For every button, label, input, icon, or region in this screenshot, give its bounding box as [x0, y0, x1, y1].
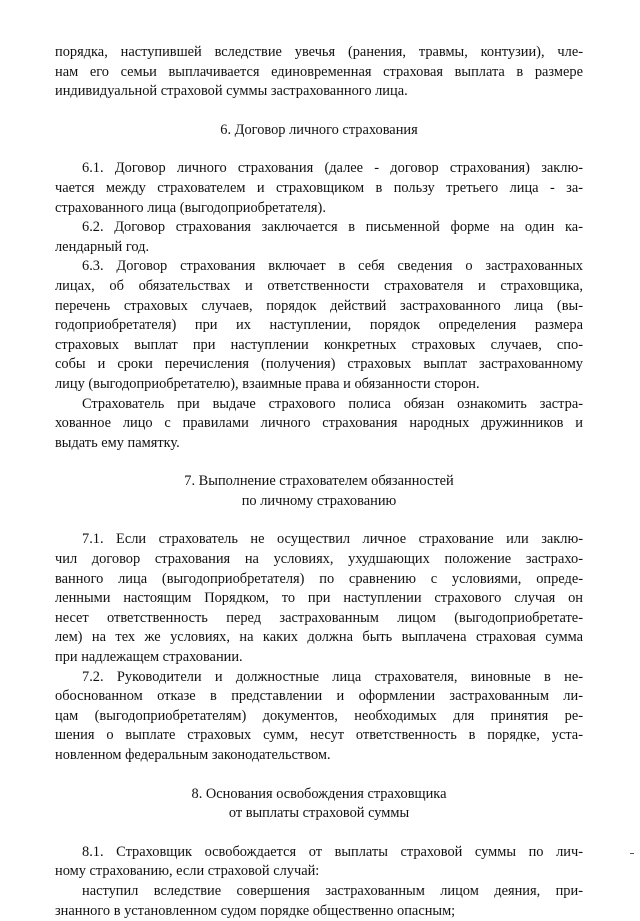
section-8-heading: [55, 785, 583, 824]
text-line: шения о выплате страховых сумм, несут ответственность в порядке, уста-: [55, 727, 583, 744]
text-line: 7.2. Руководители и должностные лица страхователя, виновные в не-: [82, 668, 583, 685]
text-line: ванного лица (выгодоприобретателя) по сравнению с условиями, опреде-: [55, 570, 583, 587]
document-page: [55, 43, 583, 921]
text-line: лендарный год.: [55, 238, 150, 255]
text-line: несет ответственность перед застрахованным лицом (выгодоприобретате-: [55, 609, 583, 626]
section-title: 6. Договор личного страхования: [220, 121, 418, 138]
scan-mark: [630, 853, 634, 854]
text-line: лицу (выгодоприобретателю), взаимные права и обязанности сторон.: [55, 375, 480, 392]
text-line: выдать ему памятку.: [55, 434, 180, 451]
section-title: от выплаты страховой суммы: [228, 805, 410, 822]
text-line: нам его семьи выплачивается единовременная страховая выплата в размере: [55, 63, 583, 80]
paragraph-6-insurer-note: [55, 395, 583, 454]
paragraph-7-1: [55, 530, 583, 667]
text-line: новленном федеральным законодательством.: [55, 747, 331, 763]
text-line: 6.1. Договор личного страхования (далее - договор страхования) заклю-: [82, 160, 583, 177]
text-line: лицах, об обязательствах и ответственности страхователя и страховщика,: [55, 277, 583, 294]
paragraph-7-2: [55, 668, 583, 766]
text-line: 8.1. Страховщик освобождается от выплаты страховой суммы по лич-: [82, 843, 583, 860]
text-line: обоснованном отказе в представлении и оформлении застрахованным ли-: [55, 688, 583, 705]
text-line: страхованного лица (выгодоприобретателя).: [55, 199, 326, 216]
paragraph-8-1-item: [55, 882, 583, 921]
text-line: хованное лицо с правилами личного страхования народных дружинников и: [55, 415, 583, 432]
text-line: индивидуальной страховой суммы застрахованного лица.: [55, 83, 408, 100]
text-line: страховых выплат при наступлении конкретных страховых случаев, спо-: [55, 336, 583, 353]
section-title: 8. Основания освобождения страховщика: [191, 785, 447, 802]
text-line: порядка, наступившей вследствие увечья (ранения, травмы, контузии), чле-: [55, 44, 583, 60]
text-line: 6.3. Договор страхования включает в себя сведения о застрахованных: [82, 258, 583, 275]
paragraph-6-1: [55, 159, 583, 218]
text-line: цам (выгодоприобретателям) документов, необходимых для принятия ре-: [55, 707, 583, 724]
section-6-heading: [55, 121, 583, 141]
text-line: знанного в установленном судом порядке общественно опасным;: [55, 902, 456, 919]
intro-paragraph: [55, 43, 583, 102]
text-line: собы и сроки перечисления (получения) страховых выплат застрахованному: [55, 356, 583, 373]
paragraph-8-1: [55, 843, 583, 882]
text-line: ному страхованию, если страховой случай:: [55, 863, 320, 880]
text-line: годоприобретателя) при их наступлении, порядок определения размера: [55, 317, 583, 334]
section-title: по личному страхованию: [241, 492, 397, 509]
text-line: перечень страховых случаев, порядок действий застрахованного лица (вы-: [55, 297, 583, 314]
text-line: ленными настоящим Порядком, то при наступлении страхового случая он: [55, 590, 583, 607]
paragraph-6-3: [55, 257, 583, 394]
paragraph-6-2: [55, 218, 583, 257]
text-line: при надлежащем страховании.: [55, 649, 243, 666]
text-line: лем) на тех же условиях, на каких должна быть выплачена страховая сумма: [55, 629, 583, 646]
section-title: 7. Выполнение страхователем обязанностей: [184, 473, 454, 490]
text-line: чил договор страхования на условиях, ухудшающих положение застрахо-: [55, 551, 583, 568]
text-line: 6.2. Договор страхования заключается в письменной форме на один ка-: [82, 219, 583, 236]
section-7-heading: [55, 472, 583, 511]
text-line: чается между страхователем и страховщиком в пользу третьего лица - за-: [55, 179, 583, 196]
text-line: 7.1. Если страхователь не осуществил личное страхование или заклю-: [82, 531, 583, 548]
text-line: Страхователь при выдаче страхового полиса обязан ознакомить застра-: [82, 395, 583, 412]
text-line: наступил вследствие совершения застрахованным лицом деяния, при-: [82, 882, 583, 899]
